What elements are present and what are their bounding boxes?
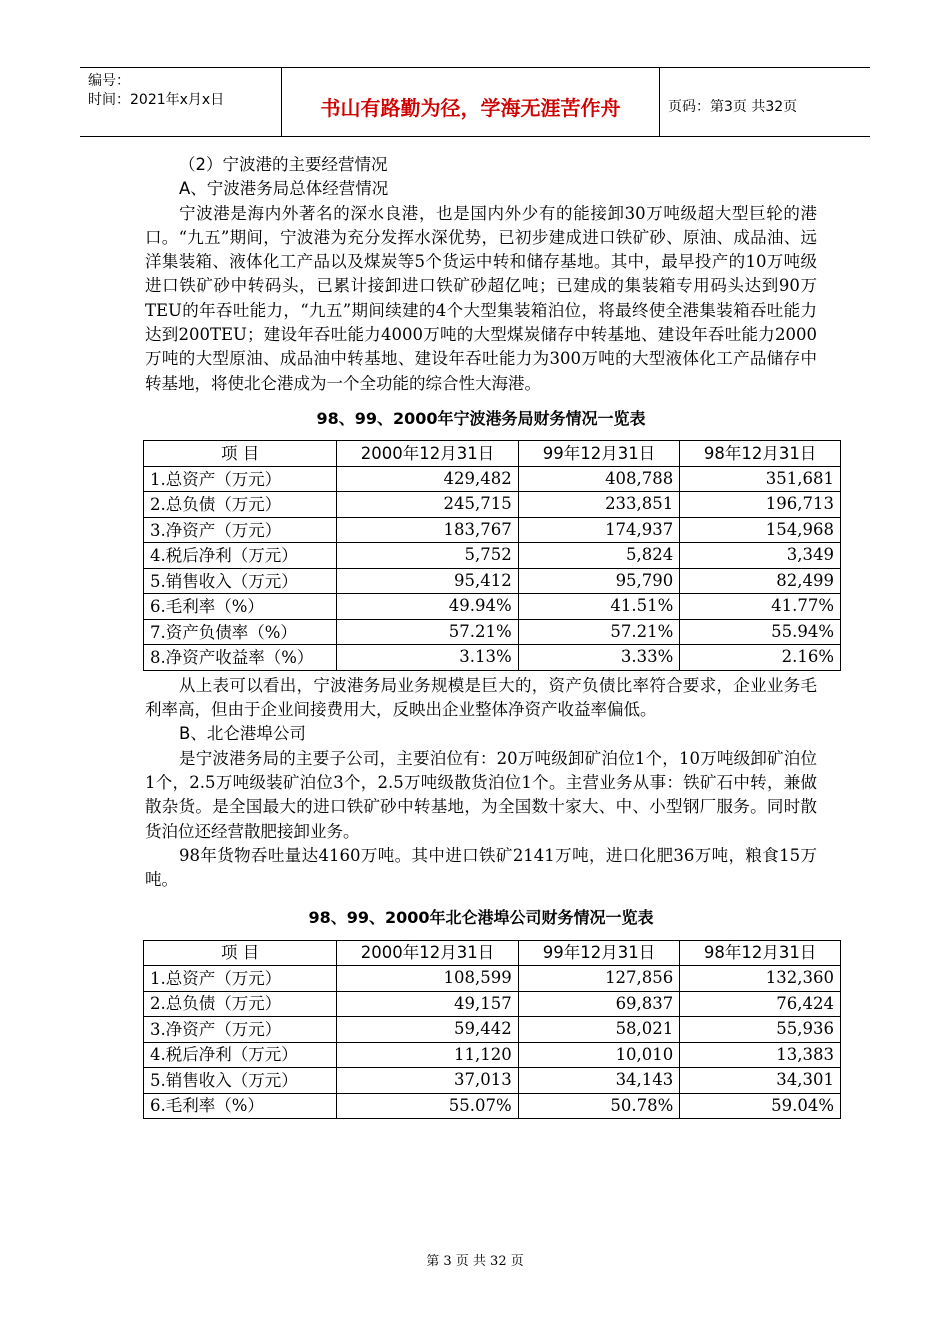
cell-value: 49,157 — [337, 991, 519, 1017]
cell-value: 49.94% — [337, 594, 519, 620]
paragraph-2: 从上表可以看出，宁波港务局业务规模是巨大的，资产负债比率符合要求，企业业务毛利率高，但由于企业间接费用大，反映出企业整体净资产收益率偏低。 — [145, 675, 817, 720]
column-header: 项 目 — [144, 940, 337, 966]
cell-value: 55.94% — [680, 619, 841, 645]
table-row — [144, 594, 841, 620]
cell-value: 41.77% — [680, 594, 841, 620]
cell-value: 13,383 — [680, 1042, 841, 1068]
row-label: 7.资产负债率（%） — [144, 619, 337, 645]
column-header: 98年12月31日 — [680, 940, 841, 966]
header-page-info: 页码：第3页 共32页 — [668, 99, 798, 115]
row-label: 8.净资产收益率（%） — [144, 645, 337, 671]
cell-value: 233,851 — [518, 492, 680, 518]
table-row — [144, 1068, 841, 1094]
table-row — [144, 466, 841, 492]
row-label: 2.总负债（万元） — [144, 991, 337, 1017]
cell-value: 95,412 — [337, 568, 519, 594]
page-header — [80, 67, 870, 137]
cell-value: 132,360 — [680, 966, 841, 992]
cell-value: 10,010 — [518, 1042, 680, 1068]
row-label: 3.净资产（万元） — [144, 1017, 337, 1043]
cell-value: 82,499 — [680, 568, 841, 594]
column-header: 项 目 — [144, 441, 337, 467]
cell-value: 59.04% — [680, 1093, 841, 1119]
table-row — [144, 543, 841, 569]
table-row — [144, 568, 841, 594]
cell-value: 55,936 — [680, 1017, 841, 1043]
cell-value: 57.21% — [518, 619, 680, 645]
table2 — [143, 940, 841, 1120]
row-label: 3.净资产（万元） — [144, 517, 337, 543]
row-label: 4.税后净利（万元） — [144, 1042, 337, 1068]
subsection-b-title: B、北仑港埠公司 — [179, 724, 306, 744]
cell-value: 11,120 — [337, 1042, 519, 1068]
paragraph-4: 98年货物吞吐量达4160万吨。其中进口铁矿2141万吨，进口化肥36万吨，粮食15万吨。 — [145, 845, 817, 890]
cell-value: 41.51% — [518, 594, 680, 620]
cell-value: 108,599 — [337, 966, 519, 992]
header-motto: 书山有路勤为径，学海无涯苦作舟 — [282, 68, 660, 136]
cell-value: 57.21% — [337, 619, 519, 645]
cell-value: 69,837 — [518, 991, 680, 1017]
table-row — [144, 492, 841, 518]
table1-title: 98、99、2000年宁波港务局财务情况一览表 — [316, 408, 646, 428]
table-header-row — [144, 940, 841, 966]
header-meta — [80, 68, 282, 136]
table-row — [144, 645, 841, 671]
table-row — [144, 1042, 841, 1068]
paragraph-1: 宁波港是海内外著名的深水良港，也是国内外少有的能接卸30万吨级超大型巨轮的港口。“九五”期间，宁波港为充分发挥水深优势，已初步建成进口铁矿砂、原油、成品油、远洋集装箱、液体化工产品以及煤炭等5个货运中转和储存基地。其中，最早投产的10万吨级进口铁矿砂中转码头，已累计接卸进口铁矿砂超亿吨；已建成的集装箱专用码头达到90万TEU的年吞吐能力，“九五”期间续建的4个大型集装箱泊位，将最终使全港集装箱吞吐能力达到200TEU；建设年吞吐能力4000万吨的大型煤炭储存中转基地、建设年吞吐能力2000万吨的大型原油、成品油中转基地、建设年吞吐能力为300万吨的大型液体化工产品储存中转基地，将使北仑港成为一个全功能的综合性大海港。 — [145, 203, 817, 393]
cell-value: 34,301 — [680, 1068, 841, 1094]
row-label: 6.毛利率（%） — [144, 1093, 337, 1119]
cell-value: 2.16% — [680, 645, 841, 671]
table-row — [144, 1017, 841, 1043]
date-label: 时间：2021年x月x日 — [88, 92, 225, 108]
cell-value: 3.13% — [337, 645, 519, 671]
row-label: 1.总资产（万元） — [144, 466, 337, 492]
cell-value: 37,013 — [337, 1068, 519, 1094]
column-header: 2000年12月31日 — [337, 940, 519, 966]
cell-value: 429,482 — [337, 466, 519, 492]
cell-value: 351,681 — [680, 466, 841, 492]
page-footer: 第 3 页 共 32 页 — [426, 1254, 524, 1269]
subsection-a-title: A、宁波港务局总体经营情况 — [179, 179, 389, 199]
cell-value: 5,824 — [518, 543, 680, 569]
table-row — [144, 991, 841, 1017]
cell-value: 5,752 — [337, 543, 519, 569]
row-label: 5.销售收入（万元） — [144, 1068, 337, 1094]
table-row — [144, 966, 841, 992]
table-row — [144, 517, 841, 543]
row-label: 1.总资产（万元） — [144, 966, 337, 992]
row-label: 5.销售收入（万元） — [144, 568, 337, 594]
cell-value: 196,713 — [680, 492, 841, 518]
column-header: 2000年12月31日 — [337, 441, 519, 467]
cell-value: 127,856 — [518, 966, 680, 992]
cell-value: 95,790 — [518, 568, 680, 594]
cell-value: 3,349 — [680, 543, 841, 569]
table-row — [144, 619, 841, 645]
cell-value: 3.33% — [518, 645, 680, 671]
cell-value: 154,968 — [680, 517, 841, 543]
cell-value: 50.78% — [518, 1093, 680, 1119]
row-label: 4.税后净利（万元） — [144, 543, 337, 569]
cell-value: 58,021 — [518, 1017, 680, 1043]
cell-value: 34,143 — [518, 1068, 680, 1094]
section-title: （2）宁波港的主要经营情况 — [179, 155, 388, 174]
table2-title: 98、99、2000年北仑港埠公司财务情况一览表 — [308, 908, 654, 928]
column-header: 99年12月31日 — [518, 441, 680, 467]
table1 — [143, 440, 841, 671]
cell-value: 55.07% — [337, 1093, 519, 1119]
cell-value: 174,937 — [518, 517, 680, 543]
number-label: 编号： — [88, 73, 130, 89]
cell-value: 59,442 — [337, 1017, 519, 1043]
paragraph-3: 是宁波港务局的主要子公司，主要泊位有：20万吨级卸矿泊位1个，10万吨级卸矿泊位1个，2.5万吨级装矿泊位3个，2.5万吨级散货泊位1个。主营业务从事：铁矿石中转，兼做散杂货。是全国最大的进口铁矿砂中转基地，为全国数十家大、中、小型钢厂服务。同时散货泊位还经营散肥接卸业务。 — [145, 748, 817, 841]
cell-value: 76,424 — [680, 991, 841, 1017]
cell-value: 245,715 — [337, 492, 519, 518]
cell-value: 183,767 — [337, 517, 519, 543]
table-header-row — [144, 441, 841, 467]
row-label: 6.毛利率（%） — [144, 594, 337, 620]
document-body — [145, 153, 834, 1119]
column-header: 99年12月31日 — [518, 940, 680, 966]
table-row — [144, 1093, 841, 1119]
cell-value: 408,788 — [518, 466, 680, 492]
row-label: 2.总负债（万元） — [144, 492, 337, 518]
column-header: 98年12月31日 — [680, 441, 841, 467]
